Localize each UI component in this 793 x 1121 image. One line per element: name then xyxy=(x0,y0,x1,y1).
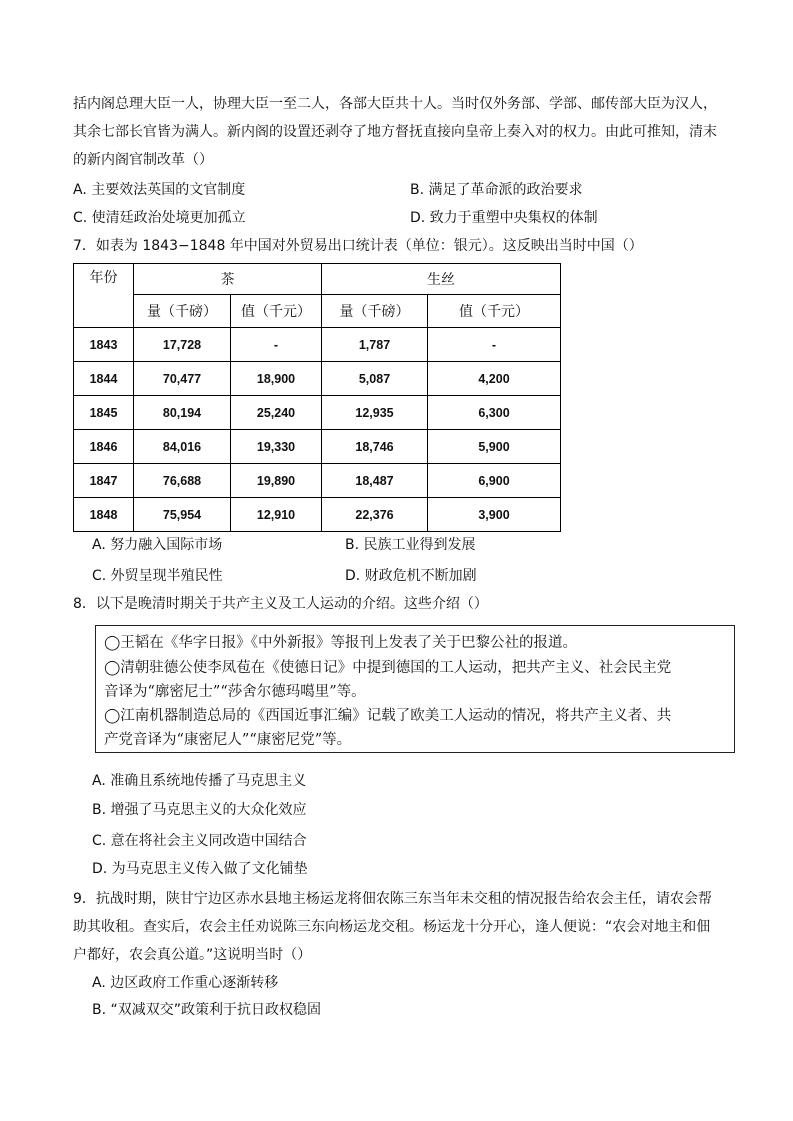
q7-stem: 7．如表为 1843−1848 年中国对外贸易出口统计表（单位：银元）。这反映出当时中国（） xyxy=(73,238,643,254)
material-line-1: ◯王韬在《华字日报》《中外新报》等报刊上发表了关于巴黎公社的报道。 xyxy=(104,635,577,651)
material-box xyxy=(95,625,735,753)
year-cell: 1848 xyxy=(74,498,134,532)
sub-header-tea-qty: 量（千磅） xyxy=(134,295,231,328)
silk-val-cell: - xyxy=(428,328,561,362)
table-row xyxy=(74,464,561,498)
tea-qty-cell: 80,194 xyxy=(134,396,231,430)
export-table xyxy=(73,263,561,532)
q8-option-b: B. 增强了马克思主义的大众化效应 xyxy=(92,802,307,818)
q9-stem-line-2: 助其收租。查实后，农会主任劝说陈三东向杨运龙交租。杨运龙十分开心，逢人便说：“农会对地主和佃 xyxy=(73,919,711,935)
table-row xyxy=(74,430,561,464)
q7-option-c: C. 外贸呈现半殖民性 xyxy=(92,568,223,584)
sub-header-silk-val: 值（千元） xyxy=(428,295,561,328)
silk-val-cell: 3,900 xyxy=(428,498,561,532)
material-line-5: 产党音译为“康密尼人”“康密尼党”等。 xyxy=(104,732,352,748)
sub-header-silk-qty: 量（千磅） xyxy=(322,295,428,328)
q9-option-a: A. 边区政府工作重心逐渐转移 xyxy=(92,975,279,991)
tea-qty-cell: 84,016 xyxy=(134,430,231,464)
q6-stem-line-1: 括内阁总理大臣一人，协理大臣一至二人，各部大臣共十人。当时仅外务部、学部、邮传部大臣为汉人， xyxy=(73,96,717,112)
silk-val-cell: 6,900 xyxy=(428,464,561,498)
year-cell: 1847 xyxy=(74,464,134,498)
silk-val-cell: 6,300 xyxy=(428,396,561,430)
silk-val-cell: 5,900 xyxy=(428,430,561,464)
material-line-2: ◯清朝驻德公使李凤苞在《使德日记》中提到德国的工人运动，把共产主义、社会民主党 xyxy=(104,660,672,676)
tea-val-cell: 19,890 xyxy=(231,464,322,498)
table-row xyxy=(74,328,561,362)
tea-qty-cell: 17,728 xyxy=(134,328,231,362)
table-row xyxy=(74,362,561,396)
q7-option-d: D. 财政危机不断加剧 xyxy=(345,568,477,584)
silk-qty-cell: 1,787 xyxy=(322,328,428,362)
q6-option-d: D. 致力于重塑中央集权的体制 xyxy=(410,210,598,226)
silk-qty-cell: 12,935 xyxy=(322,396,428,430)
silk-header: 生丝 xyxy=(322,264,561,295)
tea-qty-cell: 70,477 xyxy=(134,362,231,396)
q8-option-a: A. 准确且系统地传播了马克思主义 xyxy=(92,773,307,789)
q9-stem-line-3: 户都好，农会真公道。”这说明当时（） xyxy=(73,947,312,963)
silk-qty-cell: 5,087 xyxy=(322,362,428,396)
q9-option-b: B. “双减双交”政策利于抗日政权稳固 xyxy=(92,1002,322,1018)
material-line-3: 音译为“廓密尼士”“莎舍尔德玛噶里”等。 xyxy=(104,684,366,700)
q7-option-a: A. 努力融入国际市场 xyxy=(92,537,223,553)
table-row xyxy=(74,396,561,430)
tea-qty-cell: 76,688 xyxy=(134,464,231,498)
tea-val-cell: 25,240 xyxy=(231,396,322,430)
silk-val-cell: 4,200 xyxy=(428,362,561,396)
q8-option-d: D. 为马克思主义传入做了文化铺垫 xyxy=(92,861,308,877)
sub-header-tea-val: 值（千元） xyxy=(231,295,322,328)
year-cell: 1843 xyxy=(74,328,134,362)
year-header: 年份 xyxy=(74,264,134,328)
q6-option-c: C. 使清廷政治处境更加孤立 xyxy=(73,210,246,226)
q6-stem-line-3: 的新内阁官制改革（） xyxy=(73,152,213,168)
tea-val-cell: 12,910 xyxy=(231,498,322,532)
q8-stem: 8．以下是晚清时期关于共产主义及工人运动的介绍。这些介绍（） xyxy=(73,596,488,612)
tea-val-cell: 18,900 xyxy=(231,362,322,396)
silk-qty-cell: 22,376 xyxy=(322,498,428,532)
table-row xyxy=(74,498,561,532)
q9-stem-line-1: 9．抗战时期，陕甘宁边区赤水县地主杨运龙将佃农陈三东当年未交租的情况报告给农会主任，请农会帮 xyxy=(73,891,712,907)
year-cell: 1846 xyxy=(74,430,134,464)
tea-val-cell: - xyxy=(231,328,322,362)
q8-option-c: C. 意在将社会主义同改造中国结合 xyxy=(92,833,307,849)
silk-qty-cell: 18,746 xyxy=(322,430,428,464)
q6-stem-line-2: 其余七部长官皆为满人。新内阁的设置还剥夺了地方督抚直接向皇帝上奏入对的权力。由此可推知，清末 xyxy=(73,124,717,140)
q6-option-b: B. 满足了革命派的政治要求 xyxy=(410,182,583,198)
q7-option-b: B. 民族工业得到发展 xyxy=(345,537,476,553)
tea-qty-cell: 75,954 xyxy=(134,498,231,532)
tea-header: 茶 xyxy=(134,264,322,295)
material-line-4: ◯江南机器制造总局的《西国近事汇编》记载了欧美工人运动的情况，将共产主义者、共 xyxy=(104,708,672,724)
year-cell: 1845 xyxy=(74,396,134,430)
silk-qty-cell: 18,487 xyxy=(322,464,428,498)
q6-option-a: A. 主要效法英国的文官制度 xyxy=(73,182,246,198)
year-cell: 1844 xyxy=(74,362,134,396)
tea-val-cell: 19,330 xyxy=(231,430,322,464)
